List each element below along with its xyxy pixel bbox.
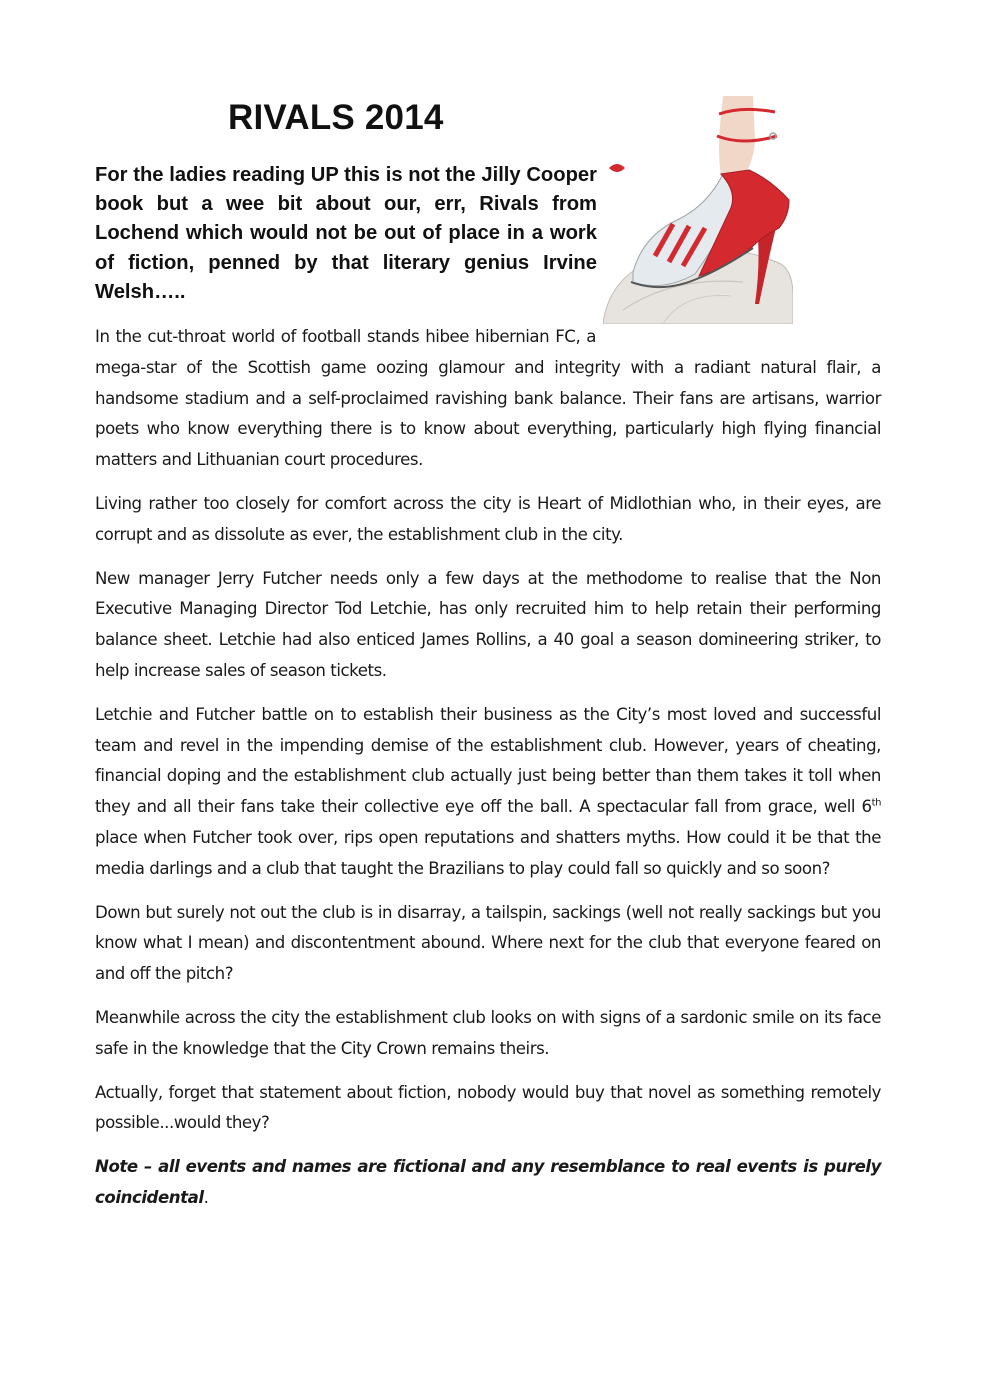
article-body bbox=[95, 322, 881, 1227]
note-end: . bbox=[203, 1187, 209, 1207]
body-paragraph bbox=[95, 700, 881, 885]
image-wrap-spacer bbox=[596, 322, 881, 350]
disclaimer-note bbox=[95, 1152, 881, 1214]
shoe-on-football-image bbox=[603, 96, 793, 324]
body-paragraph: Actually, forget that statement about fiction, nobody would buy that novel as something remotely possible...would they? bbox=[95, 1082, 881, 1133]
page-title: RIVALS 2014 bbox=[228, 98, 444, 137]
body-paragraph: New manager Jerry Futcher needs only a few days at the methodome to realise that the Non Executive Managing Director Tod Letchie, has only recruited him to help retain their performing balance sheet. Letchie had also enticed James Rollins, a 40 goal a season domineering striker, to help increase sales of season tickets. bbox=[95, 568, 881, 680]
intro-paragraph: For the ladies reading UP this is not the Jilly Cooper book but a wee bit about our, err, Rivals from Lochend which would not be out of place in a work of fiction, penned by that literary genius Irvine Welsh….. bbox=[95, 164, 597, 303]
paragraph-text: In the cut-throat world of football stands hibee hibernian FC, a mega-star of the Scottish game oozing glamour and integrity with a radiant natural flair, a handsome stadium and a self-proclaimed ravishing bank balance. Their fans are artisans, warrior poets who know everything there is to know about everything, particularly high flying financial matters and Lithuanian court procedures. bbox=[95, 327, 881, 470]
body-paragraph: Meanwhile across the city the establishment club looks on with signs of a sardonic smile on its face safe in the knowledge that the City Crown remains theirs. bbox=[95, 1007, 881, 1058]
body-paragraph: Down but surely not out the club is in disarray, a tailspin, sackings (well not really sackings but you know what I mean) and discontentment abound. Where next for the club that everyone feared on and off the pitch? bbox=[95, 902, 881, 984]
note-text: Note – all events and names are fictional and any resemblance to real events is purely coincidental bbox=[95, 1157, 881, 1207]
ordinal-suffix: th bbox=[871, 797, 881, 809]
body-paragraph bbox=[95, 322, 881, 476]
paragraph-text: place when Futcher took over, rips open reputations and shatters myths. How could it be that the media darlings and a club that taught the Brazilians to play could fall so quickly and so soon? bbox=[95, 827, 881, 878]
body-paragraph: Living rather too closely for comfort across the city is Heart of Midlothian who, in their eyes, are corrupt and as dissolute as ever, the establishment club in the city. bbox=[95, 493, 881, 544]
paragraph-text: Letchie and Futcher battle on to establish their business as the City’s most loved and successful team and revel in the impending demise of the establishment club. However, years of cheating, financial doping and the establishment club actually just being better than them takes it toll when they and all their fans take their collective eye off the ball. A spectacular fall from grace, well 6 bbox=[95, 704, 881, 817]
